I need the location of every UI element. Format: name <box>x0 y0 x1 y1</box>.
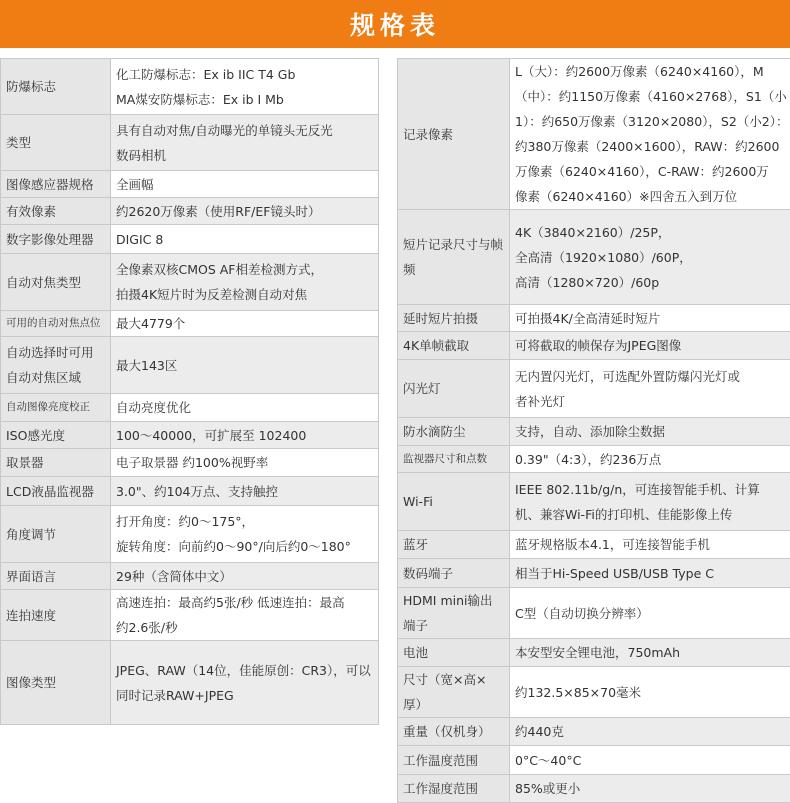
spec-value-line: 全画幅 <box>116 172 373 197</box>
spec-row <box>1 59 379 115</box>
spec-value <box>111 422 379 449</box>
spec-value <box>510 531 790 559</box>
spec-table-right-body <box>398 59 790 803</box>
spec-value-line: 机、兼容Wi-Fi的打印机、佳能影像上传 <box>515 502 785 527</box>
spec-value <box>510 559 790 588</box>
spec-value-line: 最大4779个 <box>116 311 373 336</box>
spec-value-line: 化工防爆标志：Ex ib IIC T4 Gb <box>116 62 373 87</box>
spec-label: 防爆标志 <box>1 59 111 115</box>
spec-label: 数码端子 <box>398 559 510 588</box>
spec-value <box>111 337 379 394</box>
spec-value <box>111 198 379 225</box>
spec-value-line: MA煤安防爆标志：Ex ib I Mb <box>116 87 373 112</box>
spec-row <box>1 115 379 171</box>
spec-value-line: L（大）：约2600万像素（6240×4160），M <box>515 59 785 84</box>
spec-value <box>510 718 790 746</box>
spec-row <box>398 531 790 559</box>
spec-value-line: 全像素双核CMOS AF相差检测方式， <box>116 257 373 282</box>
spec-label: HDMI mini输出端子 <box>398 588 510 639</box>
spec-value-line: 相当于Hi-Speed USB/USB Type C <box>515 561 785 586</box>
spec-value <box>111 449 379 477</box>
spec-label: 闪光灯 <box>398 360 510 418</box>
spec-value-line: 具有自动对焦/自动曝光的单镜头无反光 <box>116 118 373 143</box>
spec-row <box>398 667 790 718</box>
spec-row <box>1 171 379 198</box>
page-title: 规格表 <box>350 6 440 42</box>
spec-value <box>510 775 790 803</box>
spec-label: 界面语言 <box>1 563 111 590</box>
spec-row <box>1 477 379 506</box>
spec-value-line: 最大143区 <box>116 353 373 378</box>
spec-label: 自动图像亮度校正 <box>1 394 111 422</box>
spec-value <box>510 332 790 360</box>
spec-value-line: 可将截取的帧保存为JPEG图像 <box>515 333 785 358</box>
spec-row <box>398 59 790 210</box>
spec-value <box>111 641 379 725</box>
spec-value-line: IEEE 802.11b/g/n，可连接智能手机、计算 <box>515 477 785 502</box>
spec-row <box>1 311 379 337</box>
spec-value-line: 可拍摄4K/全高清延时短片 <box>515 306 785 331</box>
spec-value-line: JPEG、RAW（14位，佳能原创：CR3），可以 <box>116 658 373 683</box>
spec-value <box>111 311 379 337</box>
spec-value <box>510 473 790 531</box>
spec-value <box>510 210 790 305</box>
spec-value-line: 0.39"（4:3），约236万点 <box>515 447 785 472</box>
spec-value-line: 万像素（6240×4160），C-RAW：约2600万 <box>515 159 785 184</box>
spec-label: 尺寸（宽×高×厚） <box>398 667 510 718</box>
spec-label: 角度调节 <box>1 506 111 563</box>
spec-row <box>398 775 790 803</box>
spec-row <box>398 639 790 667</box>
spec-row <box>1 422 379 449</box>
spec-value <box>111 225 379 254</box>
spec-value-line: 约132.5×85×70毫米 <box>515 680 785 705</box>
spec-row <box>1 254 379 311</box>
spec-label: 4K单帧截取 <box>398 332 510 360</box>
spec-value-line: 支持，自动、添加除尘数据 <box>515 419 785 444</box>
spec-value-line: 电子取景器 约100%视野率 <box>116 450 373 475</box>
spec-value <box>510 588 790 639</box>
spec-value-line: 约2620万像素（使用RF/EF镜头时） <box>116 199 373 224</box>
spec-value <box>510 305 790 332</box>
spec-value <box>510 418 790 446</box>
spec-label: 连拍速度 <box>1 590 111 641</box>
spec-table-right <box>397 58 790 803</box>
spec-row <box>398 746 790 775</box>
spec-value-line: DIGIC 8 <box>116 227 373 252</box>
spec-value-line: 1）：约650万像素（3120×2080），S2（小2）： <box>515 109 785 134</box>
spec-row <box>398 210 790 305</box>
spec-label: 工作湿度范围 <box>398 775 510 803</box>
spec-value-line: 85%或更小 <box>515 776 785 801</box>
spec-label: 类型 <box>1 115 111 171</box>
spec-label: 蓝牙 <box>398 531 510 559</box>
spec-label: 延时短片拍摄 <box>398 305 510 332</box>
spec-value-line: 4K（3840×2160）/25P， <box>515 220 785 245</box>
spec-row <box>1 563 379 590</box>
spec-value-line: 约440克 <box>515 719 785 744</box>
spec-label: 图像类型 <box>1 641 111 725</box>
spec-row <box>1 394 379 422</box>
spec-value <box>510 446 790 473</box>
spec-value-line: 100～40000，可扩展至 102400 <box>116 423 373 448</box>
spec-value <box>510 360 790 418</box>
spec-value-line: 无内置闪光灯，可选配外置防爆闪光灯或 <box>515 364 785 389</box>
spec-value <box>510 667 790 718</box>
spec-label: 自动对焦类型 <box>1 254 111 311</box>
spec-value-line: 蓝牙规格版本4.1，可连接智能手机 <box>515 532 785 557</box>
spec-value-line: C型（自动切换分辨率） <box>515 601 785 626</box>
spec-label: 电池 <box>398 639 510 667</box>
spec-value <box>111 59 379 115</box>
spec-value-line: （中）：约1150万像素（4160×2768），S1（小 <box>515 84 785 109</box>
spec-value <box>111 171 379 198</box>
spec-label: 图像感应器规格 <box>1 171 111 198</box>
spec-label: 短片记录尺寸与帧频 <box>398 210 510 305</box>
spec-label: 防水滴防尘 <box>398 418 510 446</box>
spec-value-line: 3.0"、约104万点、支持触控 <box>116 479 373 504</box>
spec-label: 工作温度范围 <box>398 746 510 775</box>
spec-value-line: 高清（1280×720）/60p <box>515 270 785 295</box>
spec-label: 可用的自动对焦点位 <box>1 311 111 337</box>
spec-row <box>398 360 790 418</box>
spec-value <box>111 394 379 422</box>
spec-row <box>1 225 379 254</box>
spec-value <box>111 115 379 171</box>
spec-row <box>398 305 790 332</box>
spec-value-line: 拍摄4K短片时为反差检测自动对焦 <box>116 282 373 307</box>
spec-label: 有效像素 <box>1 198 111 225</box>
spec-value-line: 同时记录RAW+JPEG <box>116 683 373 708</box>
spec-value-line: 全高清（1920×1080）/60P， <box>515 245 785 270</box>
spec-value-line: 0°C～40°C <box>515 748 785 773</box>
spec-value-line: 29种（含简体中文） <box>116 564 373 589</box>
spec-label: 监视器尺寸和点数 <box>398 446 510 473</box>
spec-value-line: 本安型安全锂电池，750mAh <box>515 640 785 665</box>
spec-value <box>111 506 379 563</box>
spec-value-line: 打开角度：约0～175°， <box>116 509 373 534</box>
spec-row <box>398 332 790 360</box>
spec-value-line: 者补光灯 <box>515 389 785 414</box>
spec-row <box>398 718 790 746</box>
spec-row <box>398 473 790 531</box>
spec-row <box>1 449 379 477</box>
spec-value <box>111 254 379 311</box>
spec-tables <box>0 48 790 759</box>
spec-row <box>398 446 790 473</box>
spec-table-left-body <box>1 59 379 725</box>
spec-value-line: 约2.6张/秒 <box>116 615 373 640</box>
spec-label: Wi-Fi <box>398 473 510 531</box>
spec-row <box>398 418 790 446</box>
spec-row <box>1 506 379 563</box>
spec-label: ISO感光度 <box>1 422 111 449</box>
spec-value <box>510 639 790 667</box>
spec-label: 取景器 <box>1 449 111 477</box>
spec-label: 重量（仅机身） <box>398 718 510 746</box>
spec-row <box>1 198 379 225</box>
spec-label: 数字影像处理器 <box>1 225 111 254</box>
spec-value <box>510 59 790 210</box>
spec-value-line: 约380万像素（2400×1600），RAW：约2600 <box>515 134 785 159</box>
spec-row <box>398 559 790 588</box>
spec-value-line: 旋转角度：向前约0～90°/向后约0～180° <box>116 534 373 559</box>
spec-value-line: 高速连拍：最高约5张/秒 低速连拍：最高 <box>116 590 373 615</box>
spec-value <box>111 590 379 641</box>
spec-row <box>1 641 379 725</box>
spec-value-line: 像素（6240×4160）※四舍五入到万位 <box>515 184 785 209</box>
spec-value <box>111 563 379 590</box>
spec-label: 自动选择时可用自动对焦区域 <box>1 337 111 394</box>
spec-value <box>510 746 790 775</box>
spec-label: 记录像素 <box>398 59 510 210</box>
spec-row <box>1 590 379 641</box>
spec-row <box>398 588 790 639</box>
spec-label: LCD液晶监视器 <box>1 477 111 506</box>
spec-table-banner <box>0 0 790 48</box>
spec-value-line: 数码相机 <box>116 143 373 168</box>
spec-value-line: 自动亮度优化 <box>116 395 373 420</box>
spec-row <box>1 337 379 394</box>
spec-table-left <box>0 58 379 725</box>
spec-value <box>111 477 379 506</box>
